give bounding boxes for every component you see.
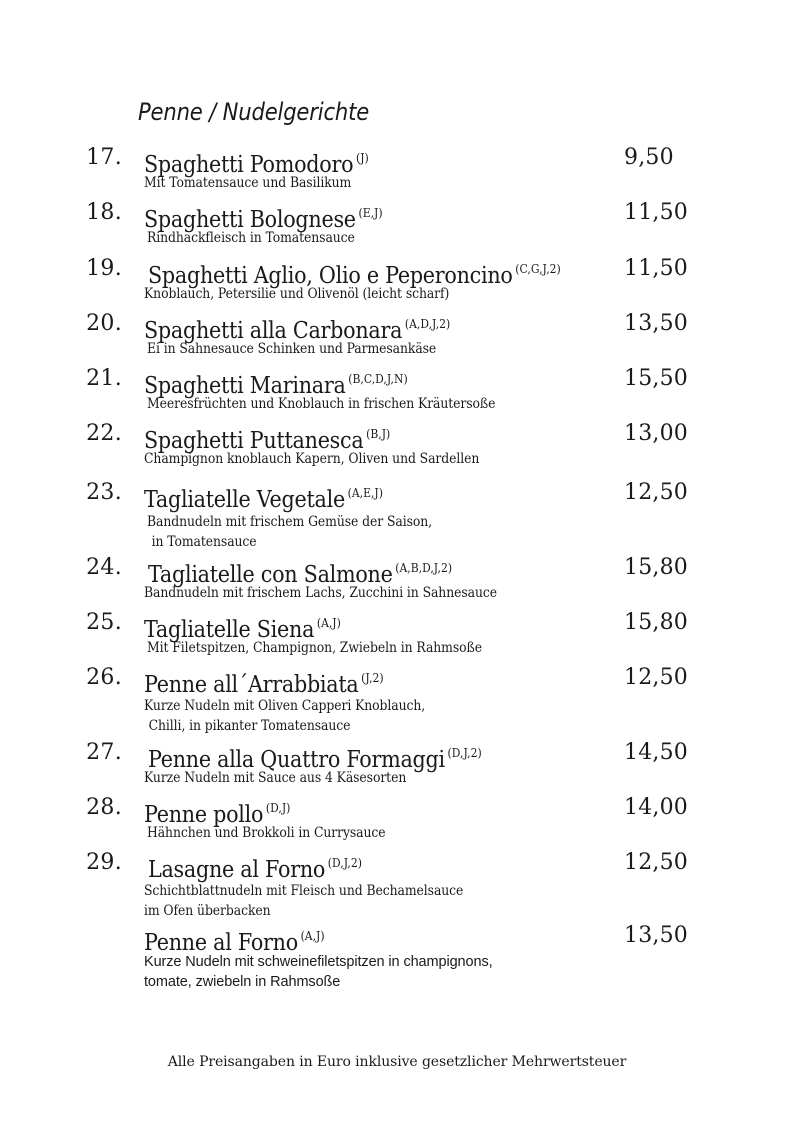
item-allergens: (B,C,D,J,N) [348, 372, 408, 386]
description-line: Kurze Nudeln mit Sauce aus 4 Käsesorten [144, 770, 407, 786]
menu-item [0, 794, 794, 854]
menu-item [0, 554, 794, 614]
description-line: Rindhackfleisch in Tomatensauce [147, 230, 355, 246]
item-allergens: (E,J) [358, 206, 383, 220]
item-price: 13,50 [624, 923, 688, 948]
description-line: tomate, zwiebeln in Rahmsoße [144, 974, 341, 990]
menu-item [0, 310, 794, 370]
item-number: 27. [86, 740, 122, 765]
item-allergens: (A,J) [316, 616, 341, 630]
item-name-text: Tagliatelle Vegetale [144, 487, 345, 513]
item-name-text: Spaghetti Puttanesca [144, 428, 364, 454]
description-line: Hähnchen und Brokkoli in Currysauce [147, 825, 386, 841]
menu-item [0, 922, 794, 1002]
item-price: 15,50 [624, 366, 688, 391]
item-price: 14,50 [624, 740, 688, 765]
item-number: 25. [86, 610, 122, 635]
item-name-text: Penne all´Arrabbiata [144, 672, 359, 698]
item-description [144, 696, 425, 736]
item-number: 20. [86, 311, 122, 336]
menu-item [0, 199, 794, 259]
item-description [144, 881, 463, 921]
item-number: 22. [86, 421, 122, 446]
item-allergens: (D,J,2) [447, 746, 482, 760]
item-number: 17. [86, 145, 122, 170]
item-description [144, 768, 406, 788]
item-description [147, 394, 495, 414]
menu-item [0, 664, 794, 744]
item-name-text: Penne al Forno [144, 930, 298, 956]
item-allergens: (A,B,D,J,2) [395, 561, 453, 575]
item-description [144, 173, 351, 193]
price-footnote: Alle Preisangaben in Euro inklusive gesetzlicher Mehrwertsteuer [167, 1054, 627, 1070]
description-line: Ei in Sahnesauce Schinken und Parmesankäse [147, 341, 437, 357]
item-name-text: Spaghetti Pomodoro [144, 152, 354, 178]
description-line: Knoblauch, Petersilie und Olivenöl (leicht scharf) [144, 286, 450, 302]
description-line: Bandnudeln mit frischem Gemüse der Saison, [147, 514, 433, 530]
item-number: 19. [86, 256, 122, 281]
item-name [148, 849, 362, 884]
menu-item [0, 365, 794, 425]
description-line: Schichtblattnudeln mit Fleisch und Bechamelsauce [144, 883, 464, 899]
description-line: Kurze Nudeln mit Oliven Capperi Knoblauch, [144, 698, 426, 714]
item-allergens: (D,J,2) [327, 856, 362, 870]
item-name-text: Spaghetti Bolognese [144, 207, 356, 233]
item-allergens: (J,2) [361, 671, 384, 685]
item-price: 14,00 [624, 795, 688, 820]
item-allergens: (D,J) [265, 801, 291, 815]
item-number: 23. [86, 480, 122, 505]
item-description [147, 823, 386, 843]
item-name-text: Penne alla Quattro Formaggi [148, 747, 445, 773]
item-allergens: (B,J) [366, 427, 391, 441]
item-name [144, 479, 383, 514]
description-line: Champignon knoblauch Kapern, Oliven und Sardellen [144, 451, 480, 467]
item-description [144, 449, 479, 469]
item-number: 21. [86, 366, 122, 391]
item-name-text: Lasagne al Forno [148, 857, 326, 883]
item-name-text: Penne pollo [144, 802, 264, 828]
description-line: Kurze Nudeln mit schweinefiletspitzen in champignons, [144, 954, 493, 970]
item-name [144, 664, 384, 699]
item-number: 28. [86, 795, 122, 820]
item-description [147, 638, 482, 658]
item-price: 11,50 [624, 256, 688, 281]
menu-item [0, 255, 794, 315]
description-line: Mit Tomatensauce und Basilikum [144, 175, 352, 191]
item-name-text: Tagliatelle Siena [144, 617, 315, 643]
item-price: 12,50 [624, 665, 688, 690]
item-description [147, 228, 355, 248]
item-description [144, 952, 493, 992]
description-line: Mit Filetspitzen, Champignon, Zwiebeln in Rahmsoße [147, 640, 482, 656]
item-name-text: Spaghetti alla Carbonara [144, 318, 403, 344]
item-description [144, 583, 497, 603]
item-description [147, 339, 436, 359]
item-price: 13,00 [624, 421, 688, 446]
item-allergens: (A,D,J,2) [404, 317, 451, 331]
item-price: 15,80 [624, 555, 688, 580]
item-description [144, 284, 449, 304]
description-line: im Ofen überbacken [144, 903, 271, 919]
menu-item [0, 739, 794, 799]
menu-item [0, 479, 794, 559]
description-line: in Tomatensauce [151, 534, 257, 550]
description-line: Meeresfrüchten und Knoblauch in frischen Kräutersoße [147, 396, 496, 412]
item-allergens: (C,G,J,2) [515, 262, 561, 276]
item-name-text: Spaghetti Marinara [144, 373, 346, 399]
item-price: 12,50 [624, 480, 688, 505]
item-allergens: (A,J) [300, 929, 325, 943]
item-number: 18. [86, 200, 122, 225]
item-allergens: (A,E,J) [347, 486, 383, 500]
section-heading: Penne / Nudelgerichte [138, 98, 370, 126]
item-name-text: Spaghetti Aglio, Olio e Peperoncino [148, 263, 513, 289]
description-line: Bandnudeln mit frischem Lachs, Zucchini in Sahnesauce [144, 585, 498, 601]
item-price: 15,80 [624, 610, 688, 635]
menu-item [0, 849, 794, 929]
menu-item [0, 420, 794, 480]
menu-item [0, 144, 794, 204]
description-line: Chilli, in pikanter Tomatensauce [148, 718, 351, 734]
item-number: 26. [86, 665, 122, 690]
item-name-text: Tagliatelle con Salmone [148, 562, 393, 588]
item-number: 29. [86, 850, 122, 875]
item-price: 11,50 [624, 200, 688, 225]
item-description [147, 512, 432, 552]
item-allergens: (J) [356, 151, 369, 165]
item-price: 12,50 [624, 850, 688, 875]
menu-item [0, 609, 794, 669]
item-price: 9,50 [624, 145, 674, 170]
item-number: 24. [86, 555, 122, 580]
item-price: 13,50 [624, 311, 688, 336]
